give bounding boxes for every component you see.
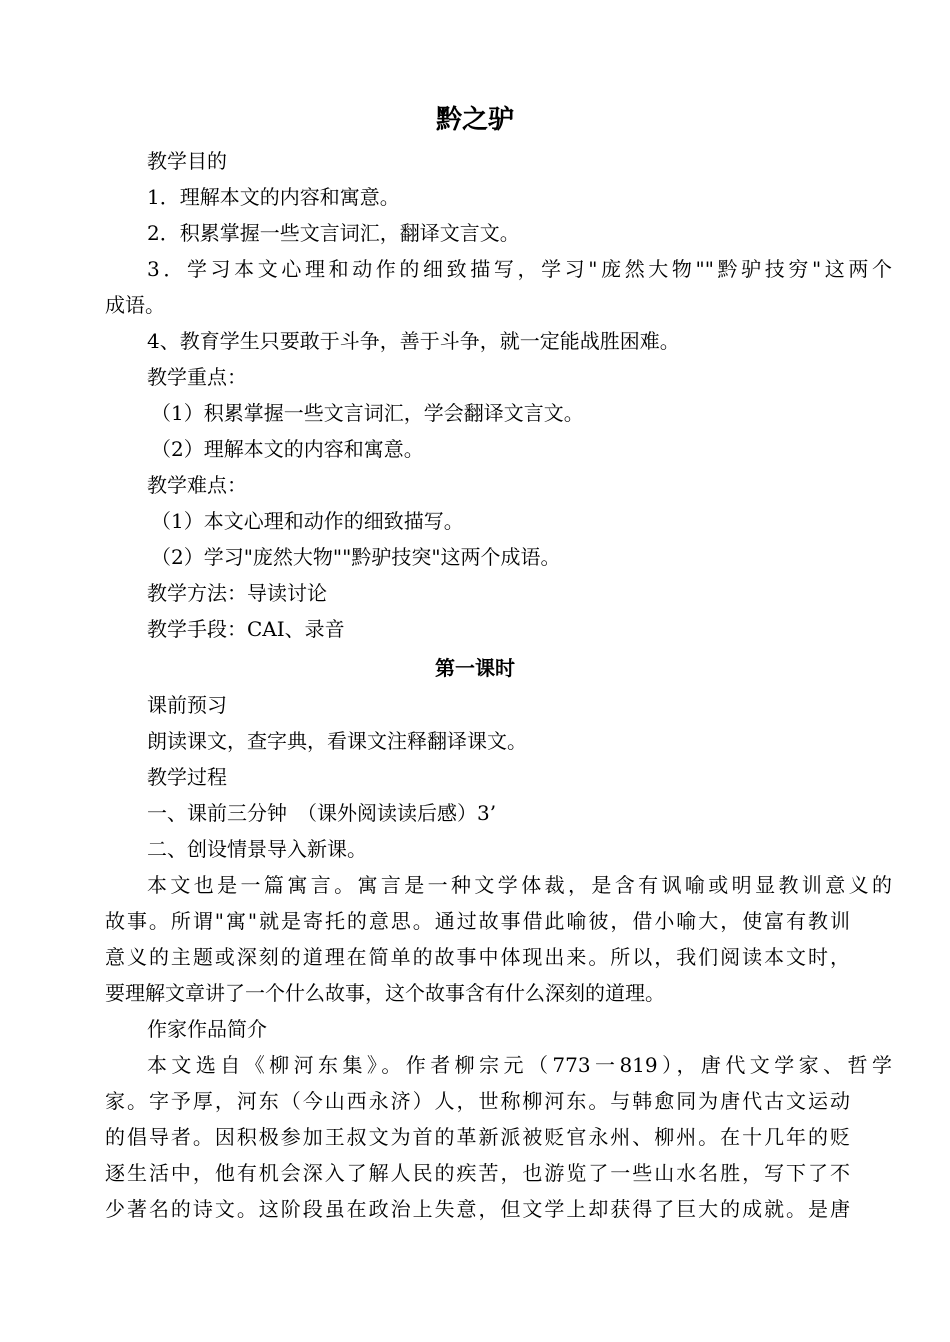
key-point-item: （1）积累掌握一些文言词汇，学会翻译文言文。 — [151, 401, 584, 425]
teaching-means: 教学手段：CAI、录音 — [147, 617, 345, 641]
paragraph-line: 本文也是一篇寓言。寓言是一种文学体裁，是含有讽喻或明显教训意义的 — [147, 873, 892, 897]
process-step: 一、课前三分钟 （课外阅读读后感）3’ — [147, 801, 497, 825]
lesson-heading: 第一课时 — [435, 656, 515, 680]
teaching-method: 教学方法：导读讨论 — [147, 581, 327, 605]
objective-item: 3．学习本文心理和动作的细致描写，学习"庞然大物""黔驴技穷"这两个 — [147, 257, 892, 281]
paragraph-line: 故事。所谓"寓"就是寄托的意思。通过故事借此喻彼，借小喻大，使富有教训 — [105, 909, 850, 933]
paragraph-line: 朗读课文，查字典，看课文注释翻译课文。 — [147, 729, 527, 753]
paragraph-line: 本文选自《柳河东集》。作者柳宗元（773一819），唐代文学家、哲学 — [147, 1053, 892, 1077]
paragraph-line: 逐生活中，他有机会深入了解人民的疾苦，也游览了一些山水名胜，写下了不 — [105, 1161, 850, 1185]
key-point-item: （2）理解本文的内容和寓意。 — [151, 437, 424, 461]
section-heading-objectives: 教学目的 — [147, 149, 227, 173]
objective-item: 2．积累掌握一些文言词汇，翻译文言文。 — [147, 221, 520, 245]
paragraph-line: 的倡导者。因积极参加王叔文为首的革新派被贬官永州、柳州。在十几年的贬 — [105, 1125, 850, 1149]
section-heading-process: 教学过程 — [147, 765, 227, 789]
document-title: 黔之驴 — [435, 105, 514, 135]
objective-item-continued: 成语。 — [105, 293, 165, 317]
process-step: 二、创设情景导入新课。 — [147, 837, 367, 861]
section-heading-difficulties: 教学难点： — [147, 473, 247, 497]
difficulty-item: （2）学习"庞然大物""黔驴技突"这两个成语。 — [151, 545, 561, 569]
section-heading-preview: 课前预习 — [147, 693, 227, 717]
section-heading-key-points: 教学重点： — [147, 365, 247, 389]
objective-item: 1．理解本文的内容和寓意。 — [147, 185, 400, 209]
section-heading-author: 作家作品简介 — [147, 1017, 267, 1041]
paragraph-line: 少著名的诗文。这阶段虽在政治上失意，但文学上却获得了巨大的成就。是唐 — [105, 1197, 850, 1221]
paragraph-line: 意义的主题或深刻的道理在简单的故事中体现出来。所以，我们阅读本文时， — [105, 945, 850, 969]
difficulty-item: （1）本文心理和动作的细致描写。 — [151, 509, 464, 533]
paragraph-line: 家。字予厚，河东（今山西永济）人，世称柳河东。与韩愈同为唐代古文运动 — [105, 1089, 850, 1113]
paragraph-line: 要理解文章讲了一个什么故事，这个故事含有什么深刻的道理。 — [105, 981, 665, 1005]
objective-item: 4、教育学生只要敢于斗争，善于斗争，就一定能战胜困难。 — [147, 329, 680, 353]
